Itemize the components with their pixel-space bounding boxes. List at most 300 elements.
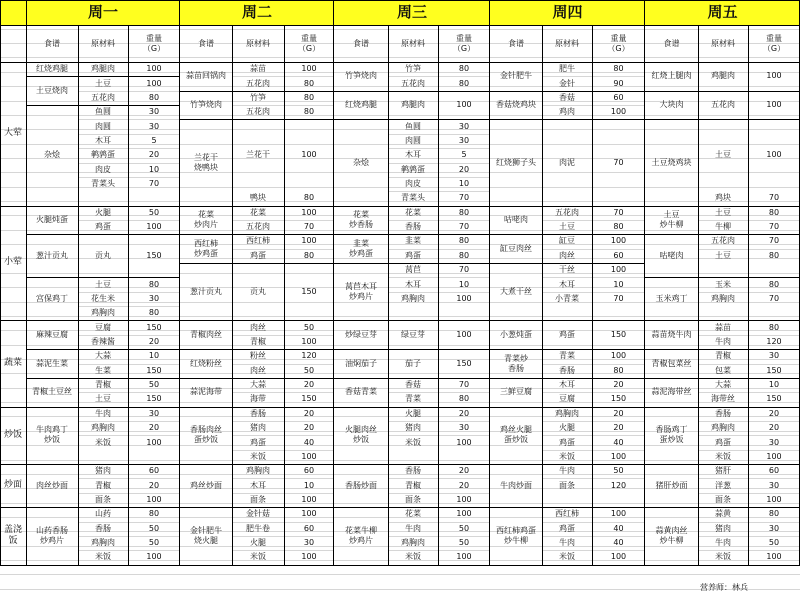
ingredient-weight: 80: [613, 365, 624, 375]
ingredient-name: 土豆: [95, 78, 111, 88]
ingredient-name: 肉丝: [250, 365, 266, 375]
item-divider: [78, 306, 180, 307]
dish-name: 兰花干 烧鸭块: [194, 152, 218, 172]
ingredient-weight: 70: [613, 207, 624, 217]
item-divider: [78, 421, 180, 422]
day-header-3: 周三: [334, 0, 490, 25]
item-divider: [78, 134, 180, 135]
col-header-recipe: 食谱: [353, 38, 369, 48]
ingredient-name: 鹌鹑蛋: [401, 164, 425, 174]
col-header-material: 原材料: [246, 38, 270, 48]
item-divider: [542, 292, 645, 293]
dish-name: 鸡丝炒面: [190, 480, 222, 490]
dish-name: 咕咾肉: [504, 214, 528, 224]
dish-name: 花菜牛柳 炒鸡片: [345, 525, 377, 545]
ingredient-weight: 100: [301, 64, 317, 74]
day-border: [179, 0, 180, 565]
ingredient-name: 火腿: [559, 423, 575, 433]
ingredient-weight: 100: [456, 494, 472, 504]
ingredient-name: 花菜: [405, 509, 421, 519]
ingredient-weight: 20: [613, 423, 624, 433]
ingredient-name: 青椒: [250, 337, 266, 346]
ingredient-weight: 150: [610, 394, 627, 404]
ingredient-weight: 70: [303, 222, 315, 232]
ingredient-weight: 150: [146, 365, 162, 375]
ingredient-weight: 80: [768, 250, 780, 260]
ingredient-weight: 100: [301, 509, 317, 519]
ingredient-name: 猪肉: [250, 423, 266, 433]
column-border: [128, 25, 129, 565]
column-border: [438, 25, 439, 565]
item-divider: [78, 163, 180, 164]
day-header-4: 周四: [490, 0, 645, 25]
dish-name: 香肠鸡丁 蛋炒饭: [655, 425, 688, 445]
ingredient-name: 鸡胸肉: [555, 408, 579, 418]
ingredient-name: 山药: [95, 509, 111, 519]
ingredient-weight: 60: [613, 250, 624, 260]
ingredient-weight: 70: [458, 222, 470, 232]
ingredient-weight: 150: [301, 286, 317, 296]
ingredient-name: 鸡蛋: [559, 523, 575, 533]
ingredient-name: 鸡腿肉: [711, 71, 735, 81]
ingredient-weight: 60: [303, 523, 315, 533]
ingredient-weight: 150: [146, 250, 162, 260]
ingredient-weight: 80: [458, 250, 470, 260]
ingredient-name: 米饭: [715, 451, 731, 461]
ingredient-name: 土豆: [559, 222, 575, 232]
ingredient-weight: 30: [768, 523, 780, 533]
day-border: [333, 0, 334, 565]
ingredient-name: 火腿: [95, 207, 111, 217]
item-divider: [78, 435, 180, 436]
dish-name: 炒绿豆芽: [345, 329, 377, 339]
dish-name: 香肠炒面: [345, 480, 377, 490]
item-divider: [698, 493, 800, 494]
col-header-recipe: 食谱: [198, 38, 214, 48]
item-divider: [698, 392, 800, 393]
ingredient-weight: 40: [613, 437, 624, 447]
ingredient-name: 鸡胸肉: [401, 538, 425, 548]
item-divider: [78, 392, 180, 393]
col-header-weight: 重量 （G）: [452, 33, 476, 53]
ingredient-weight: 100: [456, 437, 472, 447]
ingredient-weight: 100: [301, 207, 317, 217]
ingredient-name: 五花肉: [711, 236, 735, 246]
ingredient-weight: 20: [768, 408, 780, 418]
item-divider: [698, 249, 800, 250]
ingredient-weight: 100: [610, 107, 627, 117]
dish-name: 宫保鸡丁: [36, 293, 68, 303]
ingredient-weight: 80: [303, 250, 315, 260]
ingredient-weight: 20: [303, 423, 315, 433]
ingredient-name: 贡丸: [250, 286, 266, 296]
ingredient-name: 海带丝: [711, 394, 735, 404]
ingredient-name: 木耳: [405, 279, 421, 289]
ingredient-name: 鸡蛋: [250, 437, 266, 447]
ingredient-weight: 30: [458, 423, 470, 433]
dish-name: 蒜泥海带丝: [651, 387, 692, 397]
ingredient-name: 蒜黄: [715, 509, 731, 519]
ingredient-name: 鸡蛋: [95, 222, 111, 232]
column-border: [284, 25, 285, 565]
ingredient-weight: 150: [766, 394, 782, 404]
item-divider: [388, 421, 490, 422]
category-label: 大荤: [3, 128, 22, 139]
day-border: [644, 0, 645, 565]
ingredient-weight: 100: [766, 71, 782, 81]
ingredient-name: 干丝: [559, 265, 575, 275]
item-divider: [232, 493, 334, 494]
item-divider: [232, 105, 334, 106]
ingredient-weight: 40: [303, 437, 315, 447]
ingredient-name: 猪肝: [715, 466, 731, 476]
item-divider: [78, 119, 180, 120]
header-divider: [0, 25, 800, 26]
ingredient-weight: 20: [148, 423, 160, 433]
ingredient-weight: 10: [303, 480, 315, 490]
ingredient-name: 洋葱: [715, 480, 731, 490]
ingredient-name: 米饭: [405, 437, 421, 447]
ingredient-weight: 100: [456, 329, 472, 339]
dish-name: 土豆烧肉: [36, 85, 68, 95]
col-header-material: 原材料: [91, 38, 115, 48]
ingredient-weight: 60: [148, 466, 160, 476]
dish-name: 土豆烧鸡块: [651, 157, 692, 167]
ingredient-name: 火腿: [250, 538, 266, 548]
item-divider: [542, 478, 645, 479]
dish-name: 蒜苗烧牛肉: [651, 329, 692, 339]
ingredient-weight: 100: [766, 494, 782, 504]
item-divider: [388, 220, 490, 221]
col-header-material: 原材料: [555, 38, 579, 48]
column-border: [592, 25, 593, 565]
ingredient-name: 蒜苗: [250, 64, 266, 74]
ingredient-name: 香菇: [405, 380, 421, 390]
dish-name: 蒜泥生菜: [36, 358, 68, 368]
ingredient-name: 青椒: [715, 351, 731, 361]
ingredient-name: 大蒜: [95, 351, 111, 361]
ingredient-name: 鸡块: [715, 193, 731, 203]
dish-name: 火腿肉丝 炒饭: [345, 425, 377, 445]
ingredient-weight: 80: [303, 193, 315, 203]
item-divider: [78, 148, 180, 149]
ingredient-weight: 100: [610, 236, 627, 246]
ingredient-name: 鸡胸肉: [91, 538, 115, 548]
ingredient-name: 五花肉: [246, 107, 270, 117]
ingredient-name: 土豆: [95, 279, 111, 289]
ingredient-name: 大蒜: [715, 380, 731, 390]
ingredient-name: 鸡蛋: [559, 329, 575, 339]
ingredient-weight: 30: [768, 351, 780, 361]
ingredient-weight: 100: [610, 451, 627, 461]
item-divider: [232, 536, 334, 537]
ingredient-weight: 50: [458, 523, 470, 533]
item-divider: [388, 277, 490, 278]
ingredient-name: 猪肉: [405, 423, 421, 433]
ingredient-weight: 50: [768, 538, 780, 548]
ingredient-name: 青菜头: [401, 193, 425, 203]
ingredient-name: 肉圆: [405, 135, 421, 145]
item-divider: [78, 364, 180, 365]
dish-name: 三鲜豆腐: [500, 387, 532, 397]
dish-name: 青菜炒 香肠: [504, 353, 528, 373]
ingredient-weight: 70: [613, 293, 624, 303]
dish-name: 咕咾肉: [659, 250, 684, 260]
item-divider: [388, 493, 490, 494]
ingredient-name: 牛肉: [559, 538, 575, 548]
dish-name: 土豆 炒牛柳: [659, 209, 684, 229]
column-border: [0, 0, 1, 565]
item-divider: [698, 220, 800, 221]
ingredient-weight: 50: [458, 538, 470, 548]
ingredient-weight: 5: [461, 150, 467, 160]
ingredient-name: 蒜苗: [715, 322, 731, 332]
item-divider: [388, 76, 490, 77]
ingredient-name: 肉丝: [250, 322, 266, 332]
dish-name: 青椒肉丝: [190, 329, 222, 339]
ingredient-name: 花菜: [250, 207, 266, 217]
item-divider: [388, 435, 490, 436]
ingredient-name: 青椒: [95, 380, 111, 390]
ingredient-name: 鸡腿肉: [401, 100, 425, 110]
dish-name: 金针肥牛: [500, 71, 532, 81]
ingredient-weight: 30: [148, 107, 160, 117]
ingredient-name: 面条: [559, 480, 575, 490]
category-label: 炒饭: [3, 429, 22, 440]
item-divider: [698, 364, 800, 365]
ingredient-name: 面条: [715, 494, 731, 504]
ingredient-name: 鸡胸肉: [401, 293, 425, 303]
ingredient-name: 土豆: [715, 250, 731, 260]
ingredient-name: 青菜: [405, 394, 421, 404]
ingredient-name: 鱼圆: [95, 107, 111, 117]
ingredient-weight: 80: [303, 107, 315, 117]
ingredient-name: 鸡胸肉: [91, 423, 115, 433]
ingredient-name: 香肠: [250, 408, 266, 418]
item-divider: [542, 249, 645, 250]
ingredient-weight: 5: [151, 135, 157, 145]
item-divider: [232, 450, 334, 451]
ingredient-name: 香肠: [405, 466, 421, 476]
dish-name: 山药香肠 炒鸡片: [36, 525, 68, 545]
sheet-gridline: [0, 574, 800, 575]
col-header-weight: 重量 （G）: [607, 33, 630, 53]
ingredient-weight: 70: [148, 179, 160, 189]
ingredient-weight: 100: [301, 337, 317, 346]
ingredient-weight: 100: [301, 150, 317, 160]
ingredient-weight: 70: [458, 380, 470, 390]
ingredient-name: 牛肉: [405, 523, 421, 533]
item-divider: [388, 536, 490, 537]
ingredient-weight: 10: [148, 351, 160, 361]
ingredient-name: 生菜: [95, 365, 111, 375]
ingredient-weight: 150: [301, 394, 317, 404]
ingredient-weight: 70: [768, 193, 780, 203]
dish-name: 油焖茄子: [345, 358, 377, 368]
ingredient-weight: 30: [148, 408, 160, 418]
ingredient-weight: 100: [146, 437, 162, 447]
dish-name: 红烧上腿肉: [651, 71, 692, 81]
dish-name: 竹笋烧肉: [190, 100, 222, 110]
dish-name: 蒜苗回锅肉: [186, 71, 226, 81]
ingredient-weight: 30: [303, 538, 315, 548]
col-header-recipe: 食谱: [44, 38, 60, 48]
ingredient-weight: 80: [148, 308, 160, 318]
item-divider: [78, 493, 180, 494]
ingredient-weight: 30: [768, 437, 780, 447]
ingredient-name: 鸡蛋: [559, 437, 575, 447]
ingredient-weight: 20: [148, 150, 160, 160]
item-divider: [78, 478, 180, 479]
item-divider: [698, 522, 800, 523]
ingredient-name: 木耳: [405, 150, 421, 160]
ingredient-name: 米饭: [250, 552, 266, 562]
ingredient-weight: 90: [613, 78, 624, 88]
ingredient-name: 鸡胸肉: [711, 423, 735, 433]
dish-name: 蒜黄肉丝 炒牛柳: [655, 525, 688, 545]
ingredient-name: 牛肉: [715, 538, 731, 548]
ingredient-weight: 70: [458, 265, 470, 275]
ingredient-name: 土豆: [715, 150, 731, 160]
item-divider: [698, 536, 800, 537]
ingredient-weight: 20: [768, 423, 780, 433]
ingredient-name: 玉米: [715, 279, 731, 289]
dish-name: 牛肉炒面: [500, 480, 532, 490]
ingredient-weight: 120: [766, 337, 782, 346]
ingredient-name: 米饭: [95, 437, 111, 447]
category-label: 小荤: [3, 257, 22, 268]
item-divider: [232, 249, 334, 250]
col-header-weight: 重量 （G）: [762, 33, 786, 53]
ingredient-name: 香肠: [559, 365, 575, 375]
item-divider: [698, 478, 800, 479]
ingredient-weight: 120: [610, 480, 627, 490]
ingredient-name: 鸡蛋: [405, 250, 421, 260]
ingredient-weight: 100: [301, 552, 317, 562]
table-top-border: [0, 0, 800, 1]
ingredient-weight: 20: [458, 480, 470, 490]
nutritionist-signature: 营养师：林兵: [700, 583, 748, 592]
ingredient-weight: 60: [303, 466, 315, 476]
ingredient-weight: 80: [303, 78, 315, 88]
ingredient-weight: 70: [458, 193, 470, 203]
item-divider: [542, 522, 645, 523]
ingredient-name: 鸡胸肉: [91, 308, 115, 318]
ingredient-weight: 50: [303, 365, 315, 375]
ingredient-name: 五花肉: [555, 207, 579, 217]
ingredient-name: 土豆: [715, 207, 731, 217]
ingredient-weight: 10: [458, 279, 470, 289]
item-divider: [542, 536, 645, 537]
item-divider: [542, 277, 645, 278]
ingredient-weight: 100: [146, 494, 162, 504]
item-divider: [542, 435, 645, 436]
ingredient-weight: 80: [458, 207, 470, 217]
item-divider: [698, 550, 800, 551]
ingredient-weight: 100: [456, 509, 472, 519]
ingredient-name: 肉泥: [559, 157, 575, 167]
column-border: [542, 25, 543, 565]
ingredient-weight: 50: [613, 466, 624, 476]
item-divider: [542, 364, 645, 365]
item-divider: [542, 450, 645, 451]
ingredient-name: 米饭: [405, 552, 421, 562]
col-header-weight: 重量 （G）: [142, 33, 166, 53]
ingredient-name: 牛肉: [715, 337, 731, 346]
ingredient-weight: 30: [458, 121, 470, 131]
column-border: [78, 25, 79, 565]
item-divider: [698, 335, 800, 336]
ingredient-name: 香肠: [95, 523, 111, 533]
dish-name: 花菜 炒肉片: [194, 209, 218, 229]
item-divider: [232, 335, 334, 336]
ingredient-weight: 70: [613, 157, 624, 167]
ingredient-name: 包菜: [715, 365, 731, 375]
item-divider: [388, 522, 490, 523]
col-header-recipe: 食谱: [508, 38, 524, 48]
col-header-recipe: 食谱: [663, 38, 680, 48]
ingredient-name: 米饭: [95, 552, 111, 562]
ingredient-weight: 100: [610, 509, 627, 519]
ingredient-name: 金针菇: [246, 509, 270, 519]
ingredient-weight: 20: [458, 164, 470, 174]
day-border: [489, 0, 490, 565]
ingredient-name: 米饭: [559, 451, 575, 461]
ingredient-weight: 80: [303, 92, 315, 102]
item-divider: [232, 435, 334, 436]
ingredient-name: 竹笋: [405, 64, 421, 74]
ingredient-weight: 80: [768, 279, 780, 289]
ingredient-weight: 100: [146, 64, 162, 74]
category-label: 蔬菜: [3, 357, 22, 368]
category-label: 盖浇饭: [3, 524, 22, 546]
ingredient-weight: 50: [148, 538, 160, 548]
dish-name: 葱汁贡丸: [190, 286, 222, 296]
ingredient-weight: 80: [768, 207, 780, 217]
ingredient-name: 面条: [250, 494, 266, 504]
ingredient-name: 米饭: [250, 451, 266, 461]
ingredient-weight: 30: [458, 135, 470, 145]
item-divider: [388, 134, 490, 135]
ingredient-weight: 80: [613, 64, 624, 74]
ingredient-name: 火腿: [405, 408, 421, 418]
dish-name: 葱汁贡丸: [36, 250, 68, 260]
day-header-5: 周五: [645, 0, 800, 25]
ingredient-name: 鸭块: [250, 193, 266, 203]
ingredient-name: 绿豆芽: [401, 329, 425, 339]
ingredient-name: 五花肉: [91, 92, 115, 102]
ingredient-weight: 80: [148, 279, 160, 289]
item-divider: [78, 177, 180, 178]
item-divider: [542, 550, 645, 551]
item-divider: [232, 76, 334, 77]
dish-name: 鸡丝火腿 蛋炒饭: [500, 425, 532, 445]
item-divider: [388, 292, 490, 293]
dish-name: 红烧鸡腿: [36, 64, 68, 74]
ingredient-weight: 30: [148, 293, 160, 303]
ingredient-name: 肉皮: [95, 164, 111, 174]
ingredient-name: 猪肉: [95, 466, 111, 476]
column-border: [748, 25, 749, 565]
ingredient-name: 五花肉: [711, 100, 735, 110]
ingredient-name: 五花肉: [401, 78, 425, 88]
col-header-material: 原材料: [711, 38, 735, 48]
ingredient-name: 青椒: [405, 480, 421, 490]
dish-name: 西红柿鸡蛋 炒牛柳: [496, 525, 536, 545]
item-divider: [698, 450, 800, 451]
item-divider: [78, 220, 180, 221]
ingredient-weight: 20: [613, 408, 624, 418]
